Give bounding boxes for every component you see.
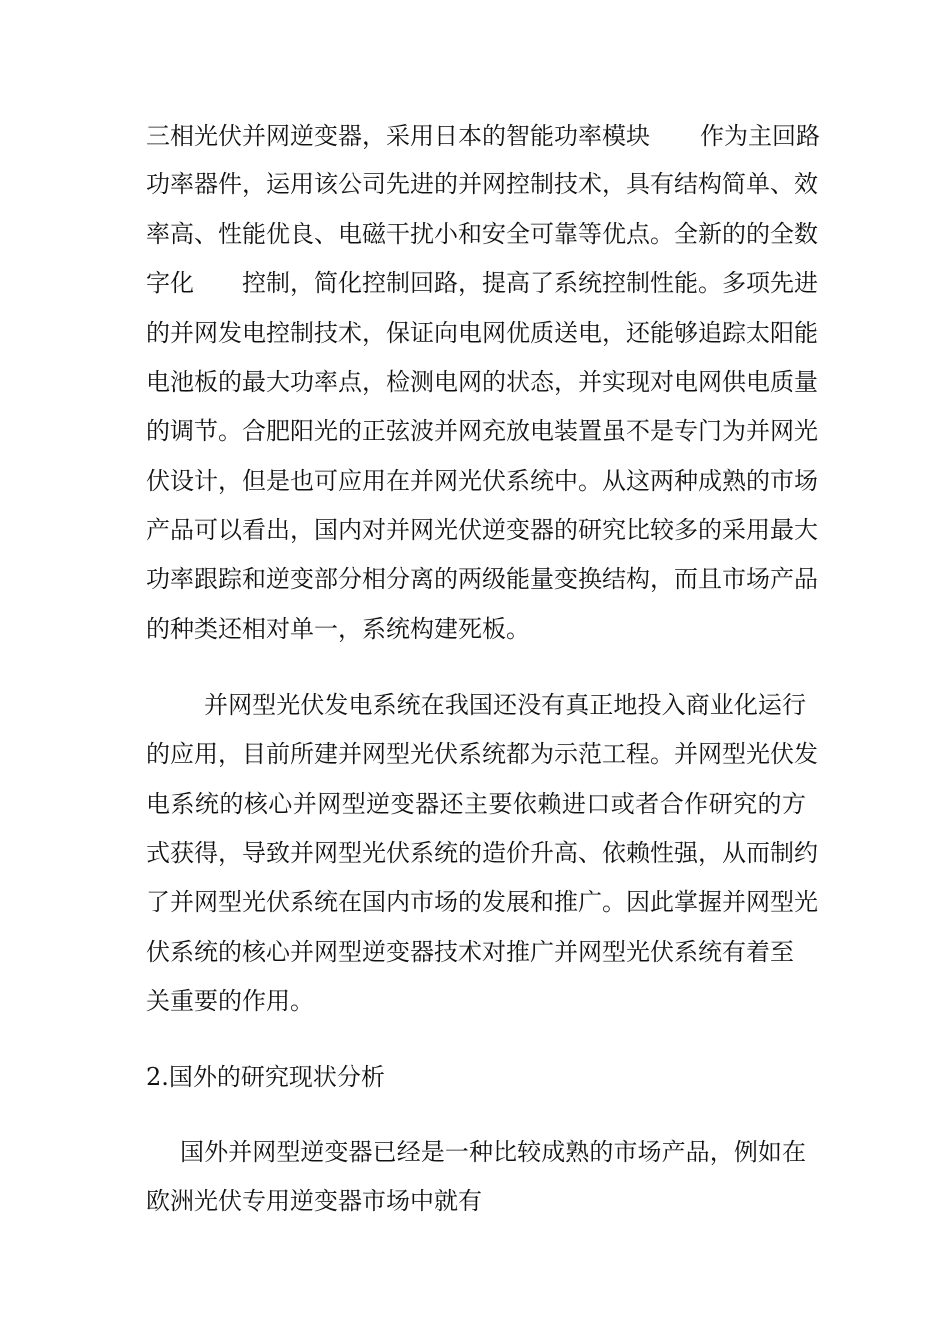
paragraph3-line-1: 国外并网型逆变器已经是一种比较成熟的市场产品，例如在 bbox=[180, 1138, 806, 1166]
paragraph1-line-3: 率高、性能优良、电磁干扰小和安全可靠等优点。全新的的全数 bbox=[146, 220, 818, 248]
paragraph3-line-2: 欧洲光伏专用逆变器市场中就有 bbox=[146, 1187, 482, 1215]
section-heading: 2.国外的研究现状分析 bbox=[146, 1063, 385, 1091]
paragraph2-line-7: 关重要的作用。 bbox=[146, 987, 314, 1015]
paragraph1-line-1 bbox=[146, 118, 820, 154]
paragraph1-line-6: 电池板的最大功率点，检测电网的状态，并实现对电网供电质量 bbox=[146, 368, 818, 396]
paragraph2-line-4: 式获得，导致并网型光伏系统的造价升高、依赖性强，从而制约 bbox=[146, 839, 818, 867]
paragraph1-line-10: 功率跟踪和逆变部分相分离的两级能量变换结构，而且市场产品 bbox=[146, 565, 818, 593]
paragraph1-line-8: 伏设计，但是也可应用在并网光伏系统中。从这两种成熟的市场 bbox=[146, 467, 818, 495]
paragraph1-line-4 bbox=[146, 265, 818, 301]
paragraph2-line-5: 了并网型光伏系统在国内市场的发展和推广。因此掌握并网型光 bbox=[146, 888, 818, 916]
paragraph1-line-2: 功率器件，运用该公司先进的并网控制技术，具有结构简单、效 bbox=[146, 170, 818, 198]
text-segment: 控制，简化控制回路，提高了系统控制性能。多项先进 bbox=[242, 269, 818, 297]
paragraph2-line-3: 电系统的核心并网型逆变器还主要依赖进口或者合作研究的方 bbox=[146, 790, 806, 818]
text-segment: 作为主回路 bbox=[700, 122, 820, 150]
text-segment: 三相光伏并网逆变器，采用日本的智能功率模块 bbox=[146, 122, 650, 150]
text-segment: 字化 bbox=[146, 269, 194, 297]
paragraph1-line-9: 产品可以看出，国内对并网光伏逆变器的研究比较多的采用最大 bbox=[146, 516, 818, 544]
paragraph2-line-2: 的应用，目前所建并网型光伏系统都为示范工程。并网型光伏发 bbox=[146, 740, 818, 768]
paragraph1-line-11: 的种类还相对单一，系统构建死板。 bbox=[146, 615, 530, 643]
paragraph1-line-7: 的调节。合肥阳光的正弦波并网充放电装置虽不是专门为并网光 bbox=[146, 417, 818, 445]
paragraph1-line-5: 的并网发电控制技术，保证向电网优质送电，还能够追踪太阳能 bbox=[146, 319, 818, 347]
paragraph2-line-6: 伏系统的核心并网型逆变器技术对推广并网型光伏系统有着至 bbox=[146, 938, 794, 966]
paragraph2-line-1: 并网型光伏发电系统在我国还没有真正地投入商业化运行 bbox=[204, 691, 806, 719]
